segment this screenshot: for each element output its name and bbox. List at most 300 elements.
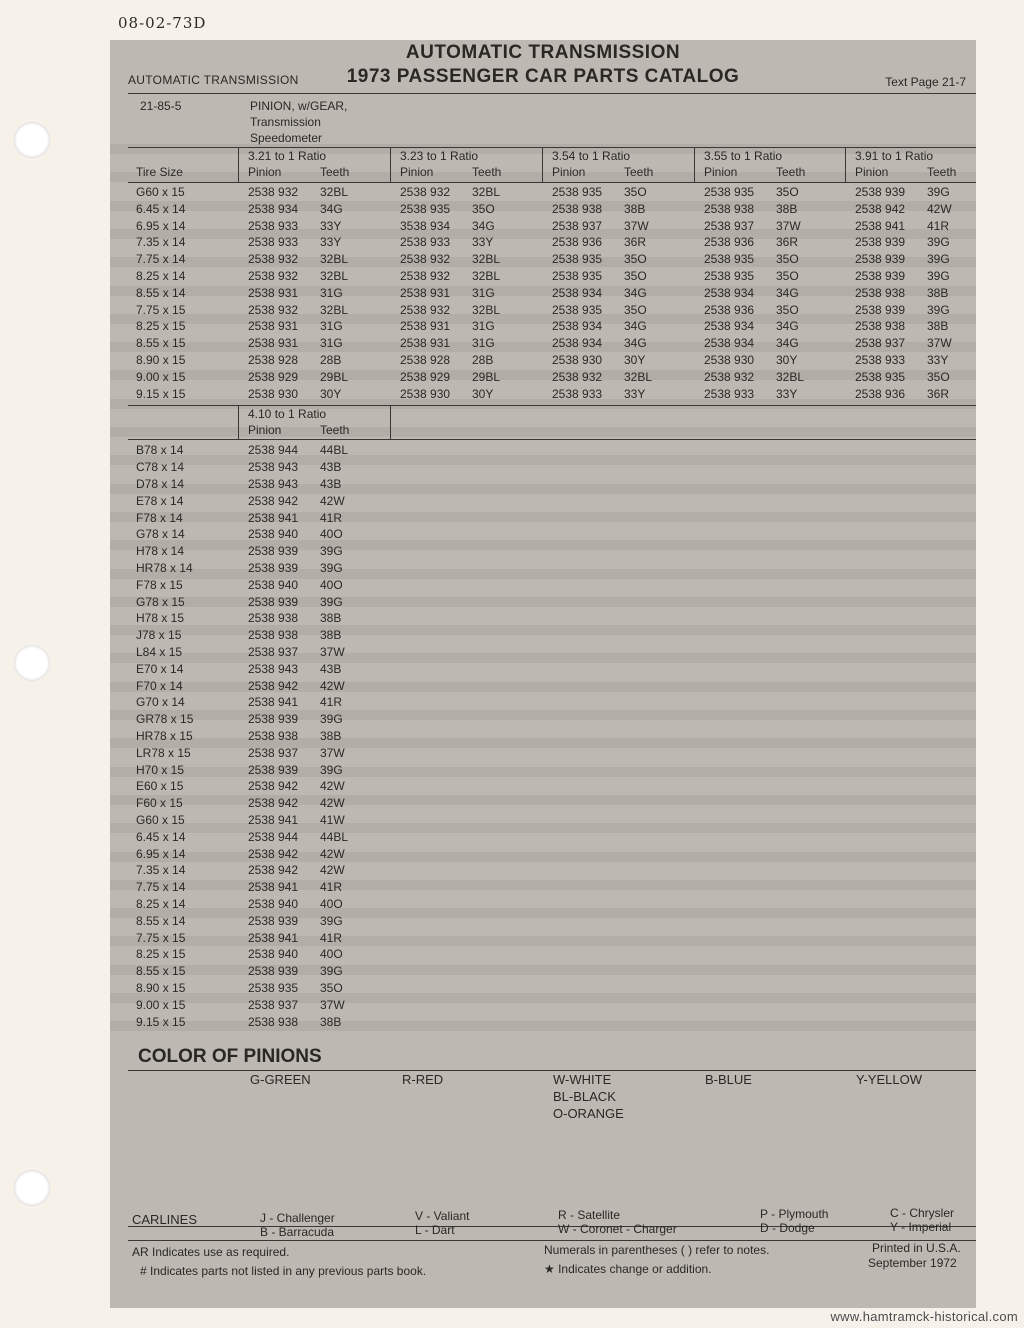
pinion-part-number: 2538 941 bbox=[248, 510, 299, 525]
pinion-teeth: 43B bbox=[320, 661, 342, 676]
pinion-part-number: 2538 932 bbox=[704, 369, 755, 384]
pinion-part-number: 2538 939 bbox=[248, 712, 299, 727]
pinion-part-number: 2538 932 bbox=[248, 269, 299, 283]
pinion-teeth: 29BL bbox=[320, 369, 349, 384]
text-page-label: Text Page 21-7 bbox=[885, 75, 966, 89]
pinion-part-number: 2538 930 bbox=[552, 353, 603, 367]
pinion-part-number: 2538 933 bbox=[248, 235, 299, 250]
pinion-teeth: 40O bbox=[320, 527, 343, 542]
footer-numerals-note: Numerals in parentheses ( ) refer to notes. bbox=[544, 1243, 770, 1257]
pinion-part-number: 2538 942 bbox=[855, 201, 906, 216]
footer-printed: Printed in U.S.A. bbox=[872, 1241, 961, 1255]
pinion-teeth: 38B bbox=[927, 285, 949, 300]
pinion-part-number: 2538 937 bbox=[248, 745, 299, 760]
pinion-col-header: Pinion bbox=[552, 165, 586, 179]
paper-stripe bbox=[110, 993, 976, 1003]
color-yellow: Y-YELLOW bbox=[856, 1072, 922, 1087]
pinion-part-number: 2538 934 bbox=[552, 285, 603, 300]
paper-stripe bbox=[110, 286, 976, 296]
tire-size: C78 x 14 bbox=[136, 460, 185, 475]
pinion-part-number: 2538 941 bbox=[248, 930, 299, 945]
pinion-teeth: 31G bbox=[472, 285, 495, 300]
pinion-teeth: 43B bbox=[320, 477, 342, 491]
color-green: G-GREEN bbox=[250, 1072, 311, 1087]
paper-stripe bbox=[110, 540, 976, 550]
paper-stripe bbox=[110, 936, 976, 946]
pinion-part-number: 2538 939 bbox=[855, 302, 906, 317]
pinion-teeth: 35O bbox=[472, 201, 495, 216]
pinion-part-number: 2538 936 bbox=[704, 235, 755, 250]
pinion-teeth: 42W bbox=[320, 796, 345, 811]
paper-stripe bbox=[110, 484, 976, 494]
pinion-teeth: 34G bbox=[472, 218, 495, 233]
pinion-teeth: 35O bbox=[776, 269, 799, 283]
pinion-part-number: 2538 937 bbox=[855, 336, 906, 351]
paper-stripe bbox=[110, 682, 976, 692]
tire-size: J78 x 15 bbox=[136, 628, 182, 643]
table2-header-rule bbox=[128, 439, 976, 440]
pinion-teeth: 32BL bbox=[320, 252, 349, 267]
pinion-teeth: 33Y bbox=[927, 353, 949, 367]
pinion-teeth: 30Y bbox=[472, 386, 494, 401]
tire-size: 8.55 x 14 bbox=[136, 913, 186, 928]
tire-size: LR78 x 15 bbox=[136, 745, 191, 760]
pinion-part-number: 2538 931 bbox=[248, 336, 299, 351]
pinion-teeth: 31G bbox=[320, 285, 343, 300]
pinion-part-number: 2538 932 bbox=[400, 185, 451, 199]
pinion-part-number: 2538 934 bbox=[552, 336, 603, 351]
pinion-teeth: 42W bbox=[320, 779, 345, 794]
tire-size: 6.45 x 14 bbox=[136, 829, 186, 844]
pinion-teeth: 37W bbox=[320, 645, 345, 659]
pinion-part-number: 2538 939 bbox=[855, 185, 906, 199]
pinion-teeth: 39G bbox=[320, 544, 343, 559]
pinion-part-number: 2538 939 bbox=[248, 561, 299, 575]
pinion-teeth: 34G bbox=[624, 285, 647, 300]
paper-stripe bbox=[110, 370, 976, 380]
column-divider bbox=[390, 405, 391, 439]
pinion-part-number: 2538 943 bbox=[248, 477, 299, 491]
carline-satellite: R - Satellite bbox=[558, 1208, 621, 1222]
pinion-teeth: 39G bbox=[320, 913, 343, 928]
paper-stripe bbox=[110, 229, 976, 239]
pinion-part-number: 2538 939 bbox=[248, 544, 299, 559]
pinion-teeth: 32BL bbox=[776, 369, 805, 384]
pinion-part-number: 2538 933 bbox=[400, 235, 451, 250]
paper-stripe bbox=[110, 908, 976, 918]
pinion-part-number: 2538 934 bbox=[704, 336, 755, 351]
pinion-teeth: 35O bbox=[624, 302, 647, 317]
binder-hole bbox=[14, 122, 50, 158]
pinion-teeth: 38B bbox=[624, 201, 646, 216]
pinion-teeth: 42W bbox=[320, 863, 345, 878]
pinion-teeth: 37W bbox=[776, 218, 801, 233]
pinion-teeth: 37W bbox=[927, 336, 952, 351]
pinion-part-number: 2538 938 bbox=[248, 611, 299, 626]
pinion-part-number: 2538 930 bbox=[400, 386, 451, 401]
tire-size: F60 x 15 bbox=[136, 796, 183, 811]
tire-size: 8.55 x 15 bbox=[136, 336, 186, 351]
pinion-part-number: 2538 928 bbox=[248, 353, 299, 367]
tire-size: E70 x 14 bbox=[136, 661, 184, 676]
pinion-teeth: 42W bbox=[320, 678, 345, 693]
tire-size: 9.00 x 15 bbox=[136, 997, 186, 1012]
pinion-part-number: 2538 941 bbox=[248, 880, 299, 895]
pinion-teeth: 32BL bbox=[472, 252, 501, 267]
paper-stripe bbox=[110, 399, 976, 409]
tire-size: HR78 x 14 bbox=[136, 561, 193, 575]
paper-stripe bbox=[110, 1021, 976, 1031]
tire-size: 7.35 x 14 bbox=[136, 863, 186, 878]
paper-stripe bbox=[110, 795, 976, 805]
pinion-part-number: 2538 935 bbox=[400, 201, 451, 216]
pinion-teeth: 32BL bbox=[320, 302, 349, 317]
pinion-part-number: 2538 931 bbox=[400, 285, 451, 300]
carline-barracuda: B - Barracuda bbox=[260, 1225, 335, 1239]
watermark: www.hamtramck-historical.com bbox=[830, 1309, 1018, 1324]
pinion-teeth: 31G bbox=[320, 336, 343, 351]
pinion-part-number: 2538 941 bbox=[248, 695, 299, 710]
pinion-part-number: 2538 932 bbox=[248, 302, 299, 317]
tire-size: HR78 x 15 bbox=[136, 729, 193, 743]
pinion-teeth: 42W bbox=[320, 493, 345, 508]
pinion-teeth: 41R bbox=[320, 510, 343, 525]
pinion-part-number: 2538 935 bbox=[552, 269, 603, 283]
pinion-teeth: 30Y bbox=[776, 353, 798, 367]
pinion-teeth: 43B bbox=[320, 460, 342, 475]
footer-ar-note: AR Indicates use as required. bbox=[132, 1245, 290, 1259]
column-divider bbox=[238, 405, 239, 439]
pinion-teeth: 31G bbox=[472, 336, 495, 351]
pinion-part-number: 2538 929 bbox=[400, 369, 451, 384]
pinion-col-header: Pinion bbox=[704, 165, 738, 179]
pinion-part-number: 2538 930 bbox=[704, 353, 755, 367]
pinion-part-number: 2538 932 bbox=[400, 269, 451, 283]
pinion-part-number: 2538 933 bbox=[552, 386, 603, 401]
paper-stripe bbox=[110, 314, 976, 324]
pinion-part-number: 2538 934 bbox=[704, 319, 755, 334]
pinion-teeth: 33Y bbox=[472, 235, 494, 250]
column-divider bbox=[845, 147, 846, 182]
pinion-part-number: 2538 931 bbox=[400, 336, 451, 351]
pinion-part-number: 2538 940 bbox=[248, 577, 299, 592]
pinion-teeth: 35O bbox=[927, 369, 950, 384]
pinion-teeth: 32BL bbox=[472, 185, 501, 199]
pinion-teeth: 38B bbox=[320, 1014, 342, 1029]
pinion-teeth: 36R bbox=[776, 235, 799, 250]
pinion-teeth: 44BL bbox=[320, 443, 349, 458]
pinion-part-number: 2538 935 bbox=[704, 252, 755, 267]
ratio2-header: 4.10 to 1 Ratio bbox=[248, 407, 327, 422]
table1-end-rule bbox=[128, 405, 976, 406]
pinion-part-number: 2538 935 bbox=[704, 269, 755, 283]
tire-size: 8.90 x 15 bbox=[136, 981, 186, 995]
carline-dodge: D - Dodge bbox=[760, 1221, 815, 1235]
color-black: BL-BLACK bbox=[553, 1089, 616, 1104]
tire-size: 9.00 x 15 bbox=[136, 369, 186, 384]
carline-dart: L - Dart bbox=[415, 1223, 455, 1237]
tire-size: 8.55 x 15 bbox=[136, 964, 186, 979]
part-description: PINION, w/GEAR, bbox=[250, 99, 348, 113]
pinion-part-number: 2538 934 bbox=[248, 201, 299, 216]
pinion-teeth: 37W bbox=[624, 218, 649, 233]
teeth-col-header: Teeth bbox=[320, 423, 350, 438]
tire-size: E60 x 15 bbox=[136, 779, 184, 794]
pinion-part-number: 2538 931 bbox=[248, 319, 299, 334]
date-stamp: 08-02-73D bbox=[118, 14, 207, 32]
pinion-part-number: 2538 931 bbox=[248, 285, 299, 300]
pinion-part-number: 2538 935 bbox=[704, 185, 755, 199]
header-rule bbox=[128, 93, 976, 94]
pinion-teeth: 41R bbox=[320, 930, 343, 945]
pinion-teeth: 36R bbox=[927, 386, 950, 401]
pinion-part-number: 2538 933 bbox=[248, 218, 299, 233]
pinion-teeth: 35O bbox=[624, 185, 647, 199]
carlines-label: CARLINES bbox=[132, 1212, 198, 1227]
pinion-teeth: 34G bbox=[776, 319, 799, 334]
pinion-teeth: 39G bbox=[927, 185, 950, 199]
pinion-part-number: 2538 939 bbox=[248, 762, 299, 777]
pinion-part-number: 2538 936 bbox=[552, 235, 603, 250]
pinion-teeth: 44BL bbox=[320, 829, 349, 844]
pinion-part-number: 2538 932 bbox=[552, 369, 603, 384]
footer-hash-note: # Indicates parts not listed in any previous parts book. bbox=[140, 1264, 427, 1278]
tire-size: D78 x 14 bbox=[136, 477, 185, 491]
pinion-teeth: 35O bbox=[776, 252, 799, 267]
pinion-part-number: 2538 942 bbox=[248, 493, 299, 508]
pinion-teeth: 41R bbox=[320, 695, 343, 710]
tire-size: 8.25 x 15 bbox=[136, 319, 186, 334]
tire-size: 8.55 x 14 bbox=[136, 285, 186, 300]
pinion-part-number: 2538 936 bbox=[704, 302, 755, 317]
pinion-part-number: 2538 938 bbox=[248, 729, 299, 743]
carline-imperial: Y - Imperial bbox=[890, 1220, 952, 1234]
pinion-teeth: 39G bbox=[927, 302, 950, 317]
ratio-header: 3.23 to 1 Ratio bbox=[400, 149, 479, 163]
tire-size: 8.25 x 14 bbox=[136, 269, 186, 283]
pinion-part-number: 2538 933 bbox=[704, 386, 755, 401]
color-red: R-RED bbox=[402, 1072, 444, 1087]
pinion-teeth: 37W bbox=[320, 997, 345, 1012]
pinion-part-number: 2538 939 bbox=[248, 913, 299, 928]
tire-size: G78 x 15 bbox=[136, 594, 185, 609]
teeth-col-header: Teeth bbox=[320, 165, 350, 179]
tire-size: 7.75 x 14 bbox=[136, 252, 186, 267]
pinion-teeth: 38B bbox=[927, 319, 949, 334]
pinion-teeth: 32BL bbox=[624, 369, 653, 384]
pinion-part-number: 2538 939 bbox=[855, 252, 906, 267]
pinion-teeth: 42W bbox=[320, 846, 345, 861]
colors-rule bbox=[128, 1070, 976, 1071]
part-rule bbox=[128, 147, 976, 148]
pinion-part-number: 2538 929 bbox=[248, 369, 299, 384]
pinion-teeth: 39G bbox=[320, 712, 343, 727]
pinion-teeth: 40O bbox=[320, 897, 343, 911]
pinion-part-number: 2538 932 bbox=[248, 185, 299, 199]
pinion-part-number: 2538 939 bbox=[248, 964, 299, 979]
paper-stripe bbox=[110, 569, 976, 579]
column-divider bbox=[694, 147, 695, 182]
pinion-teeth: 34G bbox=[776, 285, 799, 300]
tire-size: F78 x 14 bbox=[136, 510, 183, 525]
pinion-teeth: 32BL bbox=[320, 269, 349, 283]
pinion-teeth: 38B bbox=[320, 628, 342, 643]
tire-size: F70 x 14 bbox=[136, 678, 183, 693]
pinion-part-number: 2538 935 bbox=[248, 981, 299, 995]
pinion-teeth: 34G bbox=[320, 201, 343, 216]
pinion-teeth: 40O bbox=[320, 947, 343, 962]
pinion-part-number: 2538 930 bbox=[248, 386, 299, 401]
tire-size: H70 x 15 bbox=[136, 762, 185, 777]
pinion-part-number: 2538 937 bbox=[248, 645, 299, 659]
pinion-teeth: 32BL bbox=[472, 302, 501, 317]
teeth-col-header: Teeth bbox=[472, 165, 502, 179]
tire-size: H78 x 15 bbox=[136, 611, 185, 626]
column-divider bbox=[542, 147, 543, 182]
pinion-part-number: 2538 934 bbox=[704, 285, 755, 300]
tire-size: 7.75 x 14 bbox=[136, 880, 186, 895]
pinion-part-number: 2538 944 bbox=[248, 829, 299, 844]
tire-size-header: Tire Size bbox=[136, 165, 183, 179]
pinion-teeth: 32BL bbox=[320, 185, 349, 199]
pinion-part-number: 2538 939 bbox=[855, 235, 906, 250]
carline-chrysler: C - Chrysler bbox=[890, 1206, 955, 1220]
pinion-part-number: 2538 943 bbox=[248, 460, 299, 475]
pinion-part-number: 2538 932 bbox=[400, 302, 451, 317]
tire-size: G60 x 15 bbox=[136, 813, 185, 827]
tire-size: GR78 x 15 bbox=[136, 712, 194, 727]
pinion-part-number: 2538 936 bbox=[855, 386, 906, 401]
pinion-teeth: 40O bbox=[320, 577, 343, 592]
pinion-part-number: 2538 938 bbox=[855, 319, 906, 334]
pinion-part-number: 2538 937 bbox=[248, 997, 299, 1012]
paper-stripe bbox=[110, 144, 976, 154]
pinion-part-number: 2538 938 bbox=[704, 201, 755, 216]
teeth-col-header: Teeth bbox=[624, 165, 654, 179]
tire-size: H78 x 14 bbox=[136, 544, 185, 559]
paper-stripe bbox=[110, 880, 976, 890]
pinion-teeth: 33Y bbox=[320, 218, 342, 233]
pinion-teeth: 42W bbox=[927, 201, 952, 216]
pinion-teeth: 39G bbox=[320, 762, 343, 777]
ratio-header: 3.55 to 1 Ratio bbox=[704, 149, 783, 163]
pinion-teeth: 30Y bbox=[624, 353, 646, 367]
carline-plymouth: P - Plymouth bbox=[760, 1207, 829, 1221]
pinion-part-number: 2538 938 bbox=[248, 1014, 299, 1029]
tire-size: 8.25 x 14 bbox=[136, 897, 186, 911]
teeth-col-header: Teeth bbox=[776, 165, 806, 179]
pinion-teeth: 39G bbox=[320, 561, 343, 575]
part-description: Transmission bbox=[250, 115, 321, 129]
tire-size: 8.90 x 15 bbox=[136, 353, 186, 367]
paper-stripe bbox=[110, 257, 976, 267]
pinion-part-number: 2538 938 bbox=[552, 201, 603, 216]
tire-size: 6.45 x 14 bbox=[136, 201, 186, 216]
pinion-part-number: 3538 934 bbox=[400, 218, 451, 233]
pinion-teeth: 35O bbox=[624, 252, 647, 267]
pinion-teeth: 28B bbox=[320, 353, 342, 367]
tire-size: 9.15 x 15 bbox=[136, 386, 186, 401]
pinion-teeth: 41R bbox=[927, 218, 950, 233]
pinion-teeth: 38B bbox=[320, 729, 342, 743]
pinion-teeth: 28B bbox=[472, 353, 494, 367]
pinion-part-number: 2538 937 bbox=[704, 218, 755, 233]
pinion-teeth: 38B bbox=[320, 611, 342, 626]
pinion-teeth: 33Y bbox=[776, 386, 798, 401]
tire-size: 6.95 x 14 bbox=[136, 218, 186, 233]
pinion-teeth: 39G bbox=[320, 964, 343, 979]
color-blue: B-BLUE bbox=[705, 1072, 752, 1087]
pinion-teeth: 35O bbox=[624, 269, 647, 283]
paper-stripe bbox=[110, 455, 976, 465]
paper-stripe bbox=[110, 965, 976, 975]
carline-coronet-charger: W - Coronet - Charger bbox=[558, 1222, 677, 1236]
column-divider bbox=[238, 147, 239, 182]
tire-size: 7.35 x 14 bbox=[136, 235, 186, 250]
paper-stripe bbox=[110, 512, 976, 522]
ratio-header: 3.91 to 1 Ratio bbox=[855, 149, 934, 163]
pinion-part-number: 2538 939 bbox=[855, 269, 906, 283]
binder-hole bbox=[14, 1170, 50, 1206]
pinion-teeth: 38B bbox=[776, 201, 798, 216]
pinion-part-number: 2538 940 bbox=[248, 947, 299, 962]
pinion-part-number: 2538 942 bbox=[248, 863, 299, 878]
pinion-teeth: 29BL bbox=[472, 369, 501, 384]
paper-stripe bbox=[110, 201, 976, 211]
pinion-teeth: 35O bbox=[776, 302, 799, 317]
pinion-col-header: Pinion bbox=[248, 165, 282, 179]
pinion-teeth: 39G bbox=[927, 252, 950, 267]
pinion-teeth: 32BL bbox=[472, 269, 501, 283]
pinion-part-number: 2538 939 bbox=[248, 594, 299, 609]
colors-title: COLOR OF PINIONS bbox=[138, 1046, 322, 1067]
pinion-part-number: 2538 941 bbox=[855, 218, 906, 233]
pinion-teeth: 33Y bbox=[320, 235, 342, 250]
pinion-teeth: 39G bbox=[320, 594, 343, 609]
pinion-teeth: 30Y bbox=[320, 386, 342, 401]
pinion-teeth: 34G bbox=[624, 319, 647, 334]
pinion-teeth: 39G bbox=[927, 269, 950, 283]
pinion-part-number: 2538 932 bbox=[248, 252, 299, 267]
carline-challenger: J - Challenger bbox=[260, 1211, 335, 1225]
footer-star-note: ★ Indicates change or addition. bbox=[544, 1262, 712, 1276]
pinion-part-number: 2538 942 bbox=[248, 796, 299, 811]
pinion-part-number: 2538 933 bbox=[855, 353, 906, 367]
teeth-col-header: Teeth bbox=[927, 165, 957, 179]
binder-hole bbox=[14, 645, 50, 681]
paper-stripe bbox=[110, 738, 976, 748]
pinion-col-header: Pinion bbox=[855, 165, 889, 179]
pinion-part-number: 2538 942 bbox=[248, 779, 299, 794]
pinion-teeth: 39G bbox=[927, 235, 950, 250]
footer-rule bbox=[128, 1240, 976, 1241]
pinion-teeth: 37W bbox=[320, 745, 345, 760]
pinion-part-number: 2538 935 bbox=[855, 369, 906, 384]
pinion-part-number: 2538 938 bbox=[248, 628, 299, 643]
column-divider bbox=[390, 147, 391, 182]
paper-stripe bbox=[110, 852, 976, 862]
tire-size: G60 x 15 bbox=[136, 185, 185, 199]
pinion-part-number: 2538 932 bbox=[400, 252, 451, 267]
page-title: AUTOMATIC TRANSMISSION bbox=[405, 42, 681, 63]
pinion-teeth: 35O bbox=[776, 185, 799, 199]
pinion-part-number: 2538 935 bbox=[552, 185, 603, 199]
pinion-part-number: 2538 938 bbox=[855, 285, 906, 300]
pinion-teeth: 41W bbox=[320, 813, 345, 827]
pinion-part-number: 2538 928 bbox=[400, 353, 451, 367]
paper-stripe bbox=[110, 594, 976, 609]
pinion-col-header: Pinion bbox=[248, 423, 282, 438]
